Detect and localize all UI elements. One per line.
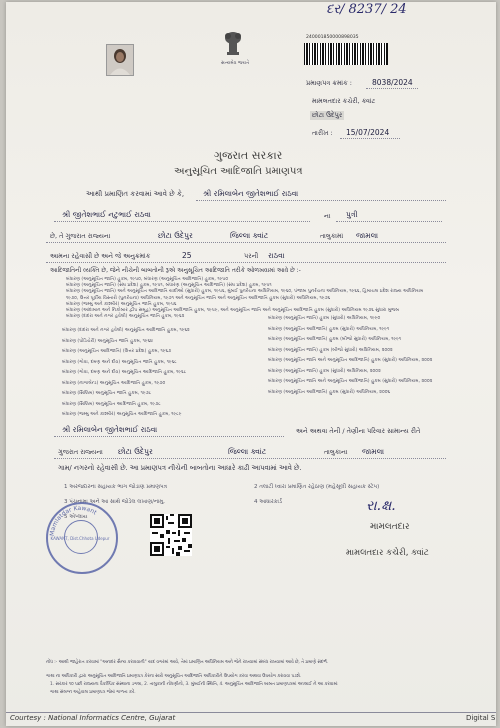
orders-right-list [268, 314, 432, 398]
date-label: તારીખ : [312, 129, 333, 137]
basis-item: 1 અરજદારના સહાયક ભાગ જોડાણ પ્રમાણપત્ર [64, 484, 167, 490]
certificate-intro: આથી પ્રમાણિત કરવામાં આવે છે કે, [86, 190, 185, 198]
order-line: બંધારણ (અનુસૂચિત જાતિ અને અનુસૂચિત આદિજાતિ) હુકમ (સુધારો) અધિનિયમ, ૨૦૦૨ [268, 358, 433, 363]
office-line2: છોટા ઉદેપુર [312, 111, 343, 119]
national-emblem-icon [220, 28, 246, 60]
basis-item: 2 તલાટી ધ્વારા પ્રમાણિત રહેઠાણ (મહેસૂલી સહાયક સ્ટેપ) [254, 484, 380, 490]
district-label-2: જિલ્લા ક્વાંટ [228, 447, 267, 456]
order-line: બંધારણ (સિક્કિમ) અનુસૂચિત આદિજાતિ હુકમ, ૧૯૭૮ [62, 401, 161, 407]
seal-sub-text: KAWANT, Dist.Chhota Udepur [50, 536, 110, 541]
taluka-suffix: તાલુકામાં [320, 232, 344, 240]
basis-item: 5 એપ્લાય [64, 514, 88, 520]
district-2: છોટા ઉદેપુર [118, 447, 153, 456]
order-line: બંધારણ (અનુસૂચિત આદિજાતિ) હુકમ (બીજો સુધારો) અધિનિયમ, ૧૯૯૧ [268, 337, 402, 342]
footnote: ગાથા ના અધિકારી દ્વારા અનુસૂચિત આદિજાતિ પ્રમાણપત્ર કેરના સારો અનુસૂચિત આદિજાતિ અધિકારીને ઉપયોગ કરવા અથવા ઉપયોગ કરાવવા પડશે. [46, 674, 302, 679]
relation-label: ના [324, 212, 331, 220]
signature: રા.ક્ષ. [366, 498, 396, 514]
order-line: બંધારણ (અનુસૂચિત જાતિ) (સંઘ પ્રદેશ) હુકમ, ૧૯૫૧, બંધારણ (અનુસૂચિત આદિજાતિ) (સંઘ પ્રદેશ) હુકમ, ૧૯૫૧ [66, 283, 272, 289]
applicant-photo [106, 44, 134, 76]
office-seal [46, 502, 118, 574]
order-line: બંધારણ (અનુસૂચિત આદિજાતિ) હુકમ (સુધારો) અધિનિયમ, ૨૦૦૬ [268, 389, 391, 395]
courtesy-footer: Courtesy : National Informatics Centre, Gujarat [10, 714, 176, 722]
order-line: ૧૯૭૦, ઉત્તર પૂર્વીય વિસ્તારો (પુનર્રચના) અધિનિયમ, ૧૯૭૧ અને અનુસૂચિત જાતિ અને અનુસૂચિત આદિજાતિ હુકમ (સુધારો) અધિનિયમ, ૧૯૭૬ [66, 295, 331, 301]
family-note: અને અથવા તેની / તેણીના પરિવાર સામાન્ય રીતે [296, 427, 421, 435]
order-line: બંધારણ (અનુસૂચિત જાતિ) હુકમ (સુધારો) અધિનિયમ, ૨૦૦૨ [268, 368, 381, 374]
seal-text: Mamlatdar Kawant [48, 504, 98, 537]
order-line: બંધારણ (અનુસૂચિત જાતિ) અને અનુસૂચિત આદિજાતિ યાદીઓ (સુધારો) હુકમ, ૧૯૫૬, મુંબઈ પુનર્રચના અધિનિયમ, ૧૯૬૦, પંજાબ પુનર્રચના અધિનિયમ, ૧૯૬૬, હિમાચલ પ્રદેશ રાજ્ય અધિનિયમ [66, 289, 424, 295]
order-line: બંધારણ (દાદરા અને નગર હવેલી) અનુસૂચિત આદિજાતિ હુકમ, ૧૯૬૨ [62, 328, 190, 333]
order-line: બંધારણ (ગોવા, દમણ અને દીવ) અનુસૂચિત આદિજાતિ હુકમ, ૧૯૬૮ [62, 370, 187, 375]
order-line: બંધારણ (અનુસૂચિત આદિજાતિ) (ઉત્તર પ્રદેશ) હુકમ, ૧૯૬૭ [62, 349, 172, 354]
order-line: બંધારણ (આંદામાન અને નિકોબાર દ્વીપ સમૂહ) અનુસૂચિત આદિજાતિ હુકમ, ૧૯૫૯, અને અનુસૂચિત જાતિ અને અનુસૂચિત આદિજાતિ હુકમ (સુધારો) અધિનિયમ ૧૯૭૬ સુધારા મુજબ [66, 308, 400, 314]
order-line: બંધારણ (પોંડિચેરી) અનુસૂચિત જાતિ હુકમ, ૧૯૬૪ [62, 338, 154, 344]
order-line: બંધારણ (અનુસૂચિત જાતિ) હુકમ (બીજો સુધારો) અધિનિયમ, ૨૦૦૨ [268, 347, 393, 353]
order-line: બંધારણ (નાગાલેન્ડ) અનુસૂચિત આદિજાતિ હુકમ, ૧૯૭૦ [62, 380, 166, 386]
orders-left-list [62, 326, 190, 421]
heading-government: ગુજરાત સરકાર [214, 149, 283, 162]
resident-name: શ્રી રમિલાબેન જીતેશભાઈ રાઠવા [62, 425, 158, 434]
basis-item: 4 આધારકાર્ડ [254, 499, 282, 505]
digital-footer: Digital S [466, 714, 496, 722]
order-line: બંધારણ (અનુસૂચિત જાતિ અને અનુસૂચિત આદિજાતિ) હુકમ (સુધારો) અધિનિયમ, ૨૦૦૨ [268, 379, 433, 384]
applicant-name: શ્રી રમિલાબેન જીતેશભાઈ રાઠવા [203, 189, 299, 198]
caste: રાઠવા [268, 251, 285, 260]
taluka-label: જિલ્લા ક્વાંટ [230, 231, 269, 240]
handwritten-reference: દર/ 8237/ 24 [326, 2, 407, 17]
signatory-office: મામલતદાર કચેરી, ક્વાંટ [346, 548, 429, 558]
date: 15/07/2024 [346, 128, 390, 137]
village-label: છે, તે ગુજરાત રાજ્યના [50, 232, 111, 240]
office-line1: મામલતદાર કચેરી, ક્વાંટ [312, 97, 376, 105]
footnote: ગાથા સંલગ્ન અહેવાલ પ્રમાણપત્ર જેમાં ગાળતા કરે. [50, 690, 136, 695]
relation: પુત્રી [346, 210, 358, 219]
footnote: 1. સરકાર ૧૦ પછી રાજ્યના વૈકલ્પિક સંસ્થાના ડગલા, 2. તાલુકાની નોંધણીનો, 3. મુંબઈની સ્થિતિ, 4. અનુસૂચિત આદિજાતિ બાબત પ્રમાણપત્રમાં અપ્લાઈ ને આ કરવામાં [50, 682, 338, 687]
order-line: બંધારણ (જમ્મુ અને કાશ્મીર) અનુસૂચિત જાતિ હુકમ, ૧૯૫૬ [66, 301, 177, 307]
basis-line: ગામ/ નગરનો રહેવાસી છે. આ પ્રમાણપત્ર નીચેની બાબતોના આધારે કાઢી આપવામાં આવે છે. [58, 464, 302, 472]
order-line: બંધારણ (અનુસૂચિત જાતિ) હુકમ (સુધારો) અધિનિયમ, ૧૯૯૦ [268, 316, 381, 321]
footnote: નોંધ :- આથી જાહેરાત કરવામાં "અનાદર સૈન્ય કરાવવાની" યાદ વગરમાં આવે, તેમાં પ્રમાણિત અધિનિયમ અને જેને રાખવામાં સંબંધ રાખવામાં આવે છે, તે પ્રમાણે સંદર્ભ. [46, 660, 328, 665]
caste-notice: આદિજાતિની વ્યક્તિ છે, જેને નીચેની બાબતોની રૂએ અનુસૂચિત આદિજાતિ તરીકે ઓળખવામાં આવે છે :- [50, 267, 301, 274]
entry-number: 25 [182, 251, 192, 260]
basis-item: 3 પંચનામા અને આ સાથે જોડેલ લખાણ/નામુ. [64, 499, 166, 505]
emblem-caption: સત્યમેવ જયતે [221, 61, 250, 66]
order-line: બંધારણ (જમ્મુ અને કાશ્મીર) અનુસૂચિત આદિજાતિ હુકમ, ૧૯૮૯ [62, 412, 182, 417]
barcode [304, 43, 388, 65]
village: જામલા [356, 231, 379, 240]
order-line: બંધારણ (અનુસૂચિત આદિજાતિ) હુકમ (સુધારો) અધિનિયમ, ૧૯૯૧ [268, 326, 390, 332]
state-label: ગુજરાત રાજ્યના [58, 448, 103, 456]
district: છોટા ઉદેપુર [158, 231, 193, 240]
signatory-title: મામલતદાર [370, 522, 410, 532]
order-line: બંધારણ (અનુસૂચિત જાતિ) હુકમ, ૧૯૫૦, બંધારણ (અનુસૂચિત આદિજાતિ) હુકમ, ૧૯૫૦ [66, 277, 229, 282]
certificate-paper [6, 2, 496, 726]
order-line: બંધારણ (દાદરા અને નગર હવેલી) અનુસૂચિત જાતિ હુકમ, ૧૯૬૨ [66, 314, 185, 320]
order-line: બંધારણ (ગોવા, દમણ અને દીવ) અનુસૂચિત જાતિ હુકમ, ૧૯૬૮ [62, 359, 177, 365]
certificate-number: 8038/2024 [372, 78, 413, 87]
father-name: શ્રી જીતેશભાઈ નટુભાઈ રાઠવા [62, 210, 151, 219]
barcode-number: 240001850000898035 [306, 35, 359, 40]
taluka-label-2: તાલુકાના [324, 448, 348, 456]
entry-label: આમના રહેવાસી છે અને જે અનુક્રમાંક [50, 252, 151, 260]
qr-code [150, 514, 192, 556]
certificate-number-label: પ્રમાણપત્ર ક્રમાંક : [306, 79, 352, 87]
village-2: જામલા [362, 447, 385, 456]
heading-certificate: અનુસૂચિત આદિજાતિ પ્રમાણપત્ર [174, 166, 303, 177]
caste-label: પરની [244, 252, 259, 260]
order-line: બંધારણ (સિક્કિમ) અનુસૂચિત જાતિ હુકમ, ૧૯૭૮ [62, 391, 152, 396]
svg-text:Mamlatdar Kawant [49, 505, 98, 536]
